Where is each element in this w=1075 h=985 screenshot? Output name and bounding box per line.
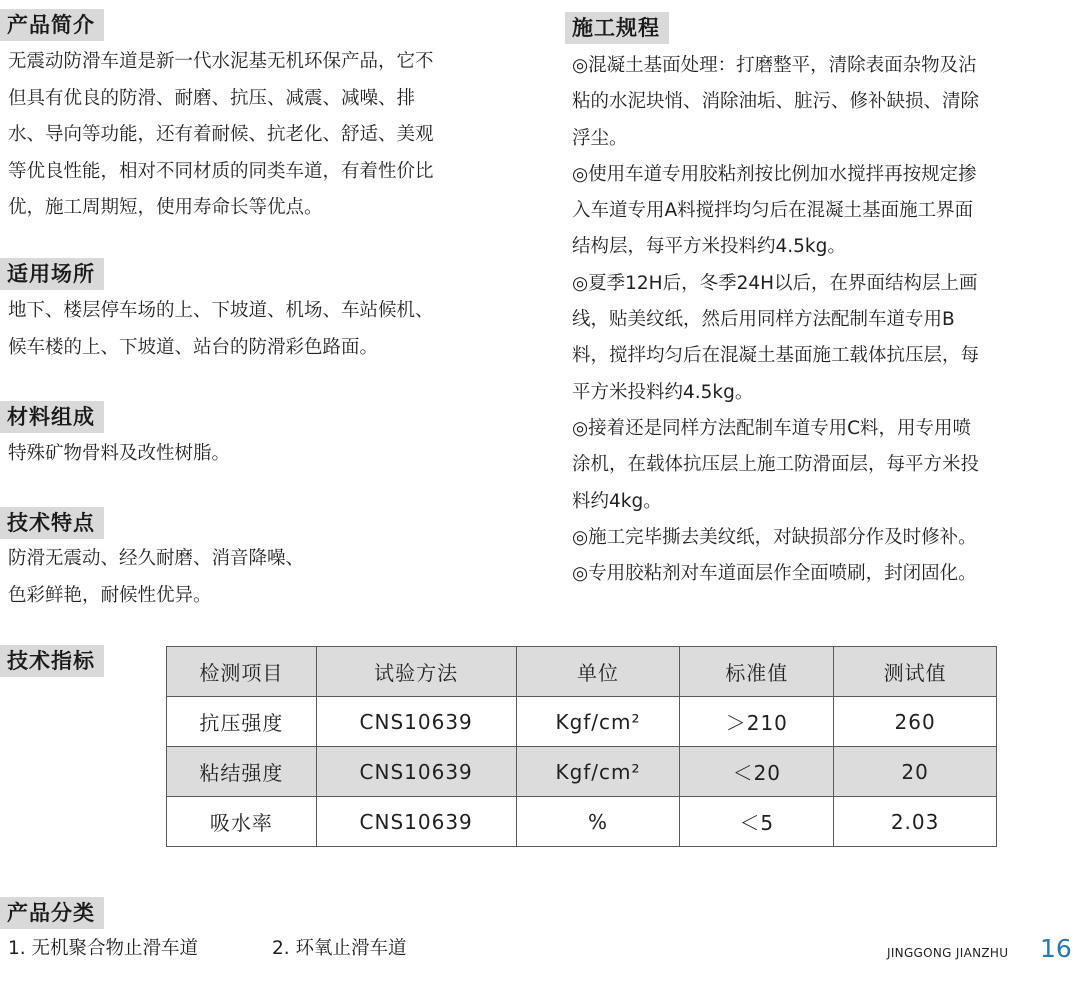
intro-line: 但具有优良的防滑、耐磨、抗压、减震、减噪、排 — [8, 87, 416, 109]
spec-cell: Kgf/cm² — [516, 747, 680, 797]
spec-cell: 吸水率 — [167, 797, 317, 847]
spec-row — [167, 697, 997, 747]
material-line: 特殊矿物骨料及改性树脂。 — [8, 443, 231, 464]
usage-text — [8, 293, 434, 366]
spec-cell: 2.03 — [834, 797, 997, 847]
usage-line: 地下、楼层停车场的上、下坡道、机场、车站候机、 — [8, 300, 434, 321]
construction-line: ◎使用车道专用胶粘剂按比例加水搅拌再按规定掺 — [572, 163, 977, 185]
classification-item: 2. 环氧止滑车道 — [272, 938, 407, 959]
spec-cell: CNS10639 — [316, 697, 516, 747]
spec-header-cell: 测试值 — [834, 647, 997, 697]
spec-cell: % — [516, 797, 680, 847]
classification-list — [8, 931, 407, 968]
spec-header-cell: 试验方法 — [316, 647, 516, 697]
construction-line: ◎施工完毕撕去美纹纸，对缺损部分作及时修补。 — [572, 526, 977, 548]
spec-row — [167, 747, 997, 797]
spec-header-row — [167, 647, 997, 697]
construction-heading: 施工规程 — [565, 12, 669, 44]
construction-line: ◎夏季12H后，冬季24H以后，在界面结构层上画 — [572, 272, 978, 294]
usage-heading: 适用场所 — [0, 258, 104, 290]
features-text — [8, 541, 304, 614]
features-line: 防滑无震动、经久耐磨、消音降噪、 — [8, 548, 305, 569]
construction-line: 粘的水泥块悄、消除油垢、脏污、修补缺损、清除 — [572, 91, 980, 113]
spec-cell: 20 — [834, 747, 997, 797]
construction-line: ◎专用胶粘剂对车道面层作全面喷刷，封闭固化。 — [572, 563, 977, 585]
spec-cell: 260 — [834, 697, 997, 747]
spec-cell: ＜5 — [680, 797, 834, 847]
spec-header-cell: 标准值 — [680, 647, 834, 697]
spec-cell: ＞210 — [680, 697, 834, 747]
construction-line: ◎混凝土基面处理：打磨整平，清除表面杂物及沾 — [572, 55, 977, 76]
spec-cell: CNS10639 — [316, 747, 516, 797]
spec-cell: 抗压强度 — [167, 697, 317, 747]
spec-header-cell: 单位 — [516, 647, 680, 697]
intro-line: 等优良性能，相对不同材质的同类车道，有着性价比 — [8, 160, 434, 182]
construction-line: 料，搅拌均匀后在混凝土基面施工载体抗压层，每 — [572, 345, 980, 367]
features-heading: 技术特点 — [0, 507, 104, 539]
construction-line: 涂机，在载体抗压层上施工防滑面层，每平方米投 — [572, 454, 980, 476]
spec-table — [166, 646, 997, 847]
spec-cell: ＜20 — [680, 747, 834, 797]
intro-heading: 产品简介 — [0, 9, 104, 41]
intro-line: 无震动防滑车道是新一代水泥基无机环保产品，它不 — [8, 51, 434, 72]
spec-header-cell: 检测项目 — [167, 647, 317, 697]
spec-row — [167, 797, 997, 847]
material-text — [8, 436, 230, 473]
footer-brand: JINGGONG JIANZHU — [887, 946, 1009, 960]
spec-cell: CNS10639 — [316, 797, 516, 847]
construction-line: 结构层，每平方米投料约4.5kg。 — [572, 236, 846, 258]
features-line: 色彩鲜艳，耐候性优异。 — [8, 584, 212, 606]
construction-line: 料约4kg。 — [572, 490, 662, 512]
spec-cell: Kgf/cm² — [516, 697, 680, 747]
page-number: 16 — [1040, 934, 1072, 963]
construction-line: 入车道专用A料搅拌均匀后在混凝土基面施工界面 — [572, 200, 974, 222]
construction-line: 浮尘。 — [572, 127, 628, 149]
classification-heading: 产品分类 — [0, 897, 104, 929]
construction-line: ◎接着还是同样方法配制车道专用C料，用专用喷 — [572, 417, 972, 439]
intro-text — [8, 44, 434, 227]
construction-line: 线，贴美纹纸，然后用同样方法配制车道专用B — [572, 309, 955, 331]
intro-line: 优，施工周期短，使用寿命长等优点。 — [8, 197, 323, 218]
material-heading: 材料组成 — [0, 401, 104, 433]
spec-heading: 技术指标 — [0, 645, 104, 677]
construction-text — [572, 48, 979, 592]
classification-item: 1. 无机聚合物止滑车道 — [8, 938, 199, 959]
construction-line: 平方米投料约4.5kg。 — [572, 381, 754, 403]
usage-line: 候车楼的上、下坡道、站台的防滑彩色路面。 — [8, 336, 379, 358]
spec-cell: 粘结强度 — [167, 747, 317, 797]
intro-line: 水、导向等功能，还有着耐候、抗老化、舒适、美观 — [8, 124, 434, 145]
